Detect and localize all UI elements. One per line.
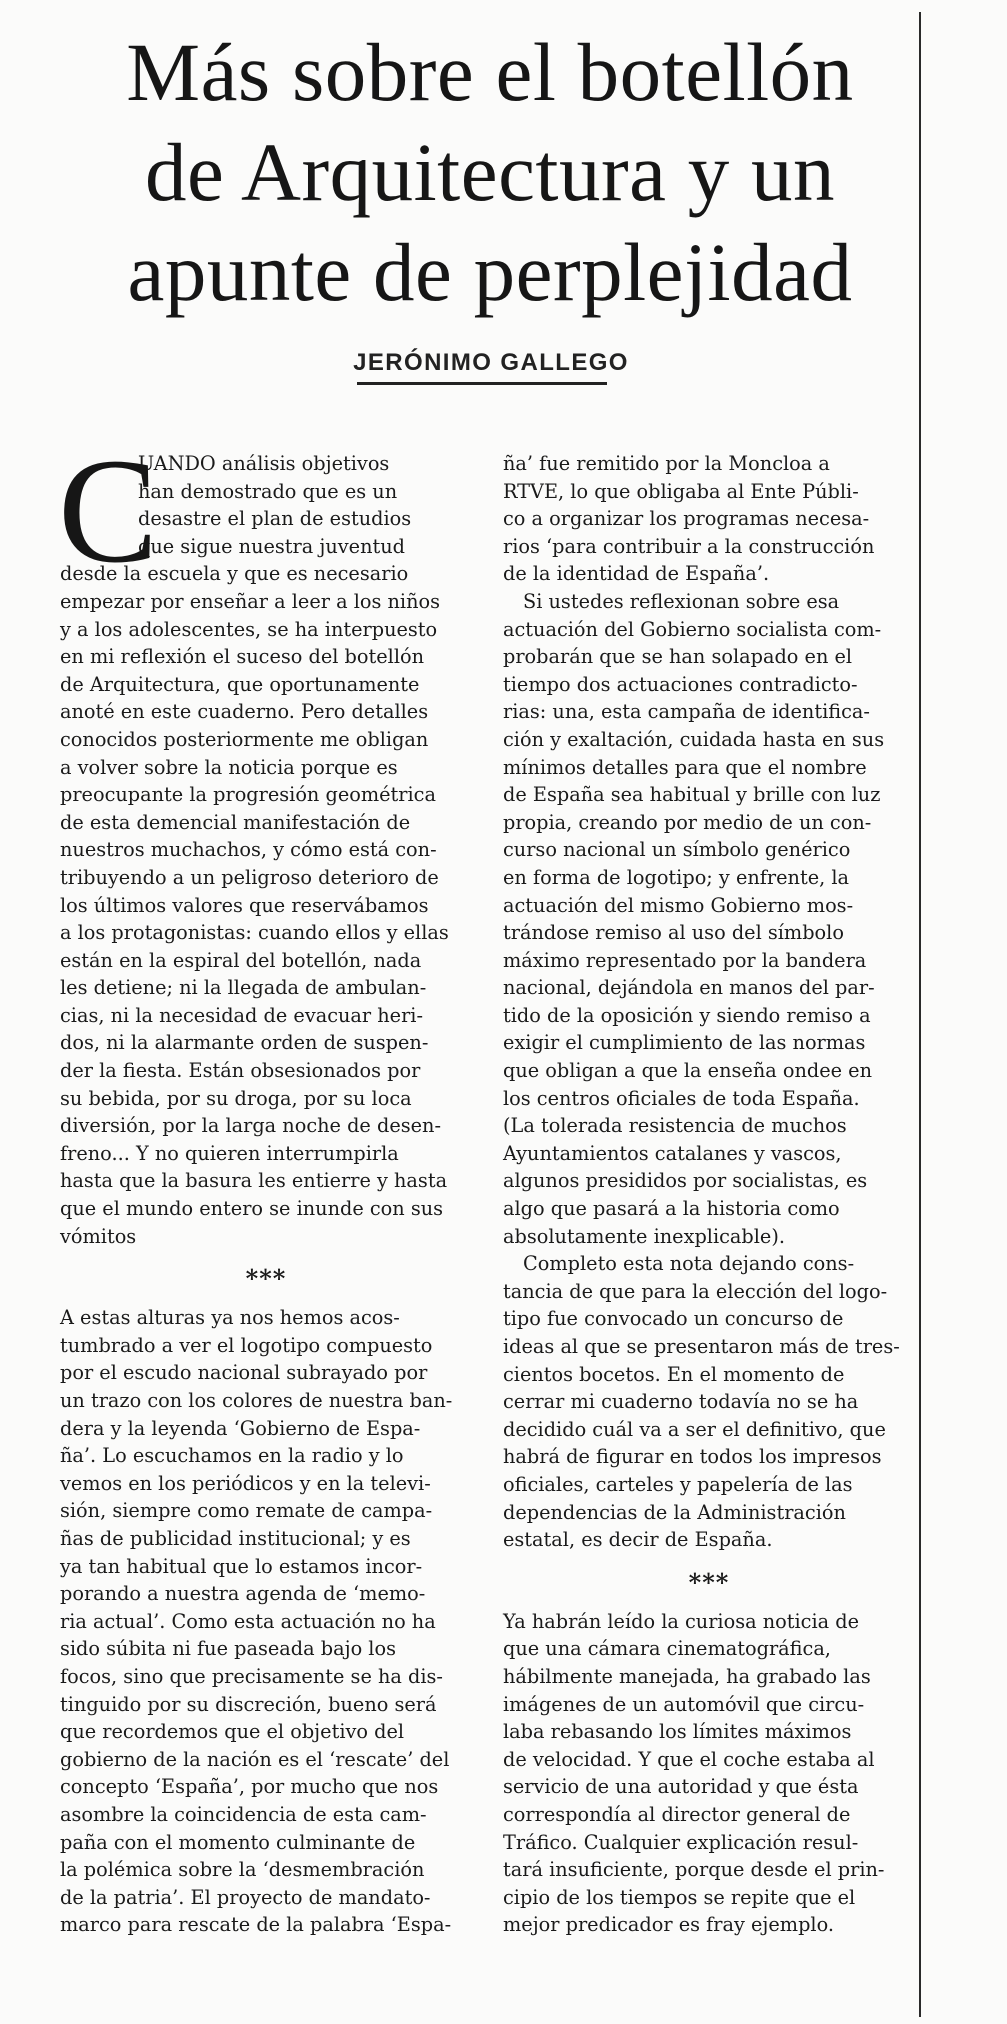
text-line: cientos bocetos. En el momento de	[503, 1362, 845, 1386]
text-line: mejor predicador es fray ejemplo.	[503, 1913, 834, 1937]
text-line: máximo representado por la bandera	[503, 948, 867, 972]
text-line: hasta que la basura les entierre y hasta	[60, 1169, 448, 1193]
text-line: exigir el cumplimiento de las normas	[503, 1031, 866, 1055]
text-line: de velocidad. Y que el coche estaba al	[503, 1747, 875, 1771]
text-line: der la fiesta. Están obsesionados por	[60, 1059, 421, 1083]
text-line: preocupante la progresión geométrica	[60, 783, 436, 807]
text-line: Tráfico. Cualquier explicación resul-	[503, 1830, 859, 1854]
text-line: marco para rescate de la palabra ‘Espa-	[60, 1913, 452, 1937]
text-line: Completo esta nota dejando cons-	[523, 1252, 855, 1276]
text-line: su bebida, por su droga, por su loca	[60, 1086, 412, 1110]
section-separator: ***	[245, 1264, 287, 1294]
text-line: absolutamente inexplicable).	[503, 1224, 785, 1248]
text-line: conocidos posteriormente me obligan	[60, 727, 429, 751]
text-line: en forma de logotipo; y enfrente, la	[503, 865, 850, 889]
left-block-2	[60, 1304, 472, 1939]
text-line: propia, creando por medio de un con-	[503, 810, 872, 834]
text-line: y a los adolescentes, se ha interpuesto	[60, 617, 438, 641]
text-line: de la identidad de España’.	[503, 562, 770, 586]
text-line: ñas de publicidad institucional; y es	[60, 1526, 411, 1550]
left-column	[58, 428, 472, 1939]
text-line: por el escudo nacional subrayado por	[60, 1361, 428, 1385]
text-line: les detiene; ni la llegada de ambulan-	[60, 976, 427, 1000]
text-line: los centros oficiales de toda España.	[503, 1086, 860, 1110]
text-line: ña’ fue remitido por la Moncloa a	[503, 452, 830, 475]
text-line: asombre la coincidencia de esta cam-	[60, 1802, 427, 1826]
text-line: cias, ni la necesidad de evacuar heri-	[60, 1003, 423, 1027]
text-line: rios ‘para contribuir a la construcción	[503, 534, 875, 558]
text-line: de la patria’. El proyecto de mandato-	[60, 1885, 431, 1909]
text-line: vómitos	[60, 1224, 137, 1248]
title-line: de Arquitectura y un	[145, 126, 835, 218]
text-line: correspondía al director general de	[503, 1802, 851, 1826]
text-line: ña’. Lo escuchamos en la radio y lo	[60, 1444, 404, 1468]
text-line: nacional, dejándola en manos del par-	[503, 976, 875, 1000]
text-line: imágenes de un automóvil que circu-	[503, 1692, 865, 1716]
title-line: apunte de perplejidad	[127, 226, 853, 318]
text-line: a volver sobre la noticia porque es	[60, 755, 398, 779]
right-column	[503, 450, 915, 1939]
text-line: la polémica sobre la ‘desmembración	[60, 1858, 425, 1882]
text-line: de esta demencial manifestación de	[60, 810, 411, 834]
section-separator: ***	[688, 1567, 730, 1597]
text-line: han demostrado que es un	[138, 479, 398, 503]
byline-underline	[357, 382, 607, 385]
text-line: dera y la leyenda ‘Gobierno de Espa-	[60, 1416, 421, 1440]
column-divider	[919, 12, 921, 2017]
text-line: habrá de figurar en todos los impresos	[503, 1445, 882, 1469]
text-line: curso nacional un símbolo genérico	[503, 838, 851, 862]
text-line: servicio de una autoridad y que ésta	[503, 1775, 859, 1799]
text-line: (La tolerada resistencia de muchos	[503, 1114, 847, 1138]
text-line: tipo fue convocado un concurso de	[503, 1307, 844, 1331]
text-line: tido de la oposición y siendo remiso a	[503, 1003, 871, 1027]
text-line: rias: una, esta campaña de identifica-	[503, 700, 870, 724]
text-line: UANDO análisis objetivos	[138, 452, 390, 475]
drop-cap-block	[58, 428, 472, 1250]
text-line: probarán que se han solapado en el	[503, 645, 853, 669]
text-line: vemos en los periódicos y en la televi-	[60, 1471, 431, 1495]
text-line: dependencias de la Administración	[503, 1500, 846, 1524]
text-line: dos, ni la alarmante orden de suspen-	[60, 1031, 429, 1055]
text-line: RTVE, lo que obligaba al Ente Públi-	[503, 479, 859, 503]
text-line: tribuyendo a un peligroso deterioro de	[60, 865, 439, 889]
text-line: porando a nuestra agenda de ‘memo-	[60, 1582, 426, 1606]
text-line: de España sea habitual y brille con luz	[503, 783, 881, 807]
text-line: tinguido por su discreción, bueno será	[60, 1692, 437, 1716]
text-line: tiempo dos actuaciones contradicto-	[503, 672, 858, 696]
drop-cap: C	[58, 428, 159, 594]
text-line: cerrar mi cuaderno todavía no se ha	[503, 1390, 859, 1414]
text-line: estatal, es decir de España.	[503, 1528, 773, 1552]
text-line: que el mundo entero se inunde con sus	[60, 1197, 444, 1221]
text-line: sión, siempre como remate de campa-	[60, 1499, 433, 1523]
text-line: decidido cuál va a ser el definitivo, que	[503, 1417, 886, 1441]
text-line: gobierno de la nación es el ‘rescate’ del	[60, 1747, 450, 1771]
text-line: tancia de que para la elección del logo-	[503, 1279, 888, 1303]
text-line: nuestros muchachos, y cómo está con-	[60, 838, 437, 862]
text-line: ideas al que se presentaron más de tres-	[503, 1335, 900, 1358]
text-line: están en la espiral del botellón, nada	[60, 948, 422, 972]
text-line: algo que pasará a la historia como	[503, 1197, 840, 1221]
right-block-2	[503, 1608, 915, 1939]
text-line: concepto ‘España’, por mucho que nos	[60, 1775, 439, 1799]
text-line: trándose remiso al uso del símbolo	[503, 921, 844, 945]
text-line: que obligan a que la enseña ondee en	[503, 1059, 873, 1083]
text-line: co a organizar los programas necesa-	[503, 507, 870, 531]
author-byline: JERÓNIMO GALLEGO	[353, 349, 629, 376]
text-line: los últimos valores que reservábamos	[60, 893, 429, 917]
text-line: freno... Y no quieren interrumpirla	[60, 1141, 399, 1165]
text-line: que una cámara cinematográfica,	[503, 1637, 831, 1661]
text-line: anoté en este cuaderno. Pero detalles	[60, 700, 429, 724]
text-line: en mi reflexión el suceso del botellón	[60, 645, 425, 669]
title-line: Más sobre el botellón	[126, 26, 854, 118]
text-line: ción y exaltación, cuidada hasta en sus	[503, 727, 885, 751]
text-line: tumbrado a ver el logotipo compuesto	[60, 1333, 433, 1357]
text-line: A estas alturas ya nos hemos acos-	[60, 1306, 400, 1330]
text-line: a los protagonistas: cuando ellos y ellas	[60, 921, 449, 945]
text-line: mínimos detalles para que el nombre	[503, 755, 867, 779]
text-line: tará insuficiente, porque desde el prin-	[503, 1858, 885, 1882]
right-block-1	[503, 450, 915, 1554]
text-line: que sigue nuestra juventud	[138, 534, 406, 558]
text-line: oficiales, carteles y papelería de las	[503, 1472, 853, 1496]
text-line: diversión, por la larga noche de desen-	[60, 1114, 441, 1138]
text-line: desastre el plan de estudios	[138, 507, 412, 531]
text-line: ria actual’. Como esta actuación no ha	[60, 1609, 436, 1633]
text-line: laba rebasando los límites máximos	[503, 1720, 852, 1744]
text-line: cipio de los tiempos se repite que el	[503, 1885, 856, 1909]
text-line: hábilmente manejada, ha grabado las	[503, 1664, 871, 1688]
text-line: Ayuntamientos catalanes y vascos,	[503, 1141, 842, 1165]
text-line: que recordemos que el objetivo del	[60, 1720, 405, 1744]
text-line: actuación del Gobierno socialista com-	[503, 617, 882, 641]
text-line: Ya habrán leído la curiosa noticia de	[503, 1609, 859, 1633]
text-line: actuación del mismo Gobierno mos-	[503, 893, 854, 917]
text-line: sido súbita ni fue paseada bajo los	[60, 1637, 396, 1661]
article-title	[40, 22, 940, 322]
text-line: un trazo con los colores de nuestra ban-	[60, 1389, 453, 1412]
text-line: ya tan habitual que lo estamos incor-	[60, 1554, 423, 1578]
text-line: Si ustedes reflexionan sobre esa	[523, 589, 840, 613]
text-line: de Arquitectura, que oportunamente	[60, 672, 420, 696]
text-line: focos, sino que precisamente se ha dis-	[60, 1664, 443, 1688]
text-line: algunos presididos por socialistas, es	[503, 1169, 868, 1193]
text-line: desde la escuela y que es necesario	[60, 562, 409, 586]
text-line: paña con el momento culminante de	[60, 1830, 416, 1854]
text-line: empezar por enseñar a leer a los niños	[60, 589, 441, 613]
